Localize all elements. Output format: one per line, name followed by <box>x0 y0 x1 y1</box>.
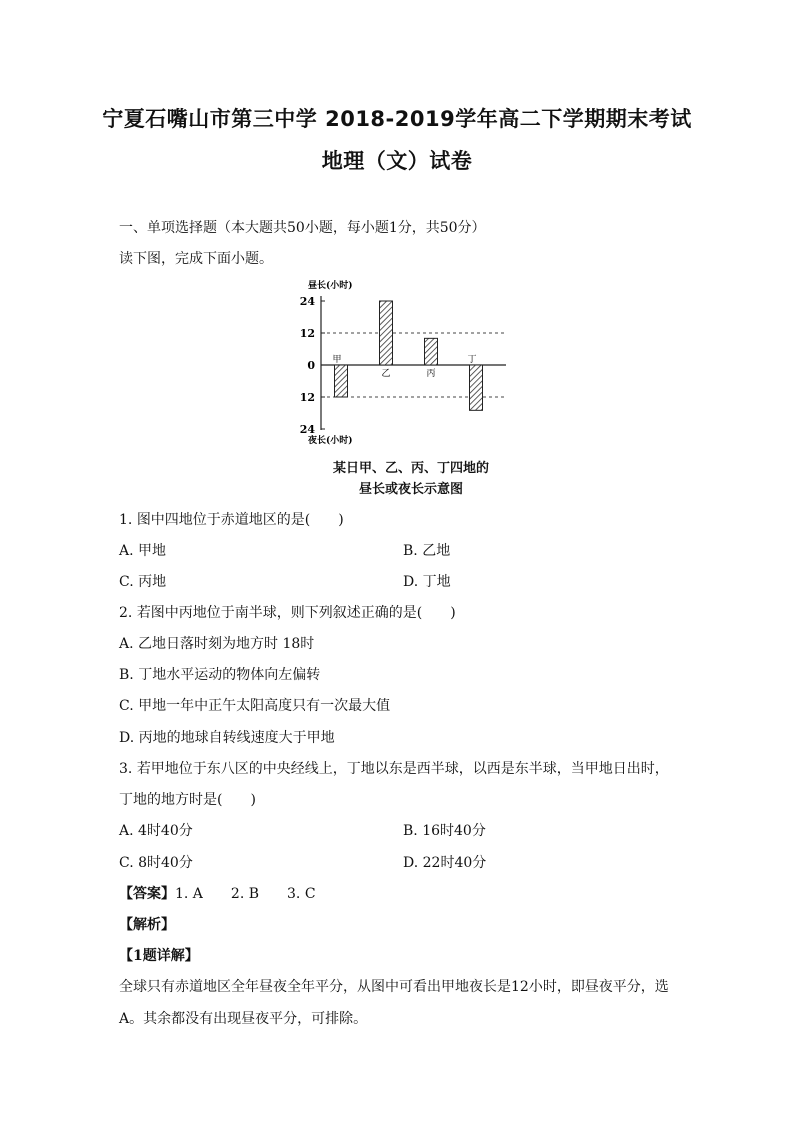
detail-text-line1: 全球只有赤道地区全年昼夜全年平分，从图中可看出甲地夜长是12小时，即昼夜平分，选 <box>119 979 669 995</box>
q2-option-d: D. 丙地的地球自转线速度大于甲地 <box>119 730 335 746</box>
question-3-stem-line2: 丁地的地方时是( ) <box>119 792 256 808</box>
bar-丁 <box>470 365 483 410</box>
q3-option-a: A. 4时40分 <box>119 823 193 839</box>
bar-甲 <box>335 365 348 397</box>
figure-caption-line2: 昼长或夜长示意图 <box>358 482 463 497</box>
question-1-stem <box>119 509 344 529</box>
y-tick-label: 24 <box>299 423 315 436</box>
category-label: 甲 <box>332 355 342 365</box>
q3-option-c: C. 8时40分 <box>119 855 193 871</box>
q3-option-b: B. 16时40分 <box>403 823 486 839</box>
document-title-line2: 地理（文）试卷 <box>321 149 473 173</box>
q2-option-a: A. 乙地日落时刻为地方时 18时 <box>119 636 315 652</box>
q2-option-b: B. 丁地水平运动的物体向左偏转 <box>119 667 321 683</box>
y-axis-label-night: 夜长(小时) <box>308 436 353 446</box>
q1-option-a: A. 甲地 <box>119 543 167 559</box>
question-3-stem-line1 <box>119 758 669 778</box>
y-tick-label: 24 <box>299 295 315 308</box>
answer-label: 【答案】 <box>119 886 175 902</box>
detail-label: 【1题详解】 <box>119 948 199 964</box>
question-2-stem <box>119 602 456 622</box>
figure-caption-line1: 某日甲、乙、丙、丁四地的 <box>332 461 489 476</box>
question-number: 3. <box>119 761 133 777</box>
section-heading: 一、单项选择题（本大题共50小题，每小题1分，共50分） <box>119 220 486 236</box>
analysis-label: 【解析】 <box>119 917 175 933</box>
instruction-text: 读下图，完成下面小题。 <box>119 251 273 267</box>
q2-option-c: C. 甲地一年中正午太阳高度只有一次最大值 <box>119 698 391 714</box>
category-label: 丙 <box>426 369 436 379</box>
y-tick-label: 12 <box>299 391 315 404</box>
category-label: 乙 <box>381 369 391 379</box>
answer-line <box>119 883 316 903</box>
q3-option-d: D. 22时40分 <box>403 855 487 871</box>
document-title-line1: 宁夏石嘴山市第三中学 2018-2019学年高二下学期期末考试 <box>102 107 692 131</box>
answer-text: 1. A 2. B 3. C <box>175 886 316 902</box>
y-axis-label-day: 昼长(小时) <box>308 281 353 291</box>
bar-乙 <box>380 301 393 365</box>
question-text: 若图中丙地位于南半球，则下列叙述正确的是( ) <box>136 605 456 621</box>
y-tick-label: 0 <box>307 359 315 372</box>
question-number: 1. <box>119 512 133 528</box>
bar-丙 <box>425 338 438 365</box>
question-number: 2. <box>119 605 133 621</box>
y-tick-label: 12 <box>299 327 315 340</box>
question-text: 图中四地位于赤道地区的是( ) <box>136 512 344 528</box>
q1-option-c: C. 丙地 <box>119 574 167 590</box>
question-text: 若甲地位于东八区的中央经线上，丁地以东是西半球，以西是东半球，当甲地日出时， <box>136 761 669 777</box>
detail-text-line2: A。其余都没有出现昼夜平分，可排除。 <box>119 1011 368 1027</box>
q1-option-d: D. 丁地 <box>403 574 451 590</box>
q1-option-b: B. 乙地 <box>403 543 451 559</box>
category-label: 丁 <box>467 355 477 365</box>
